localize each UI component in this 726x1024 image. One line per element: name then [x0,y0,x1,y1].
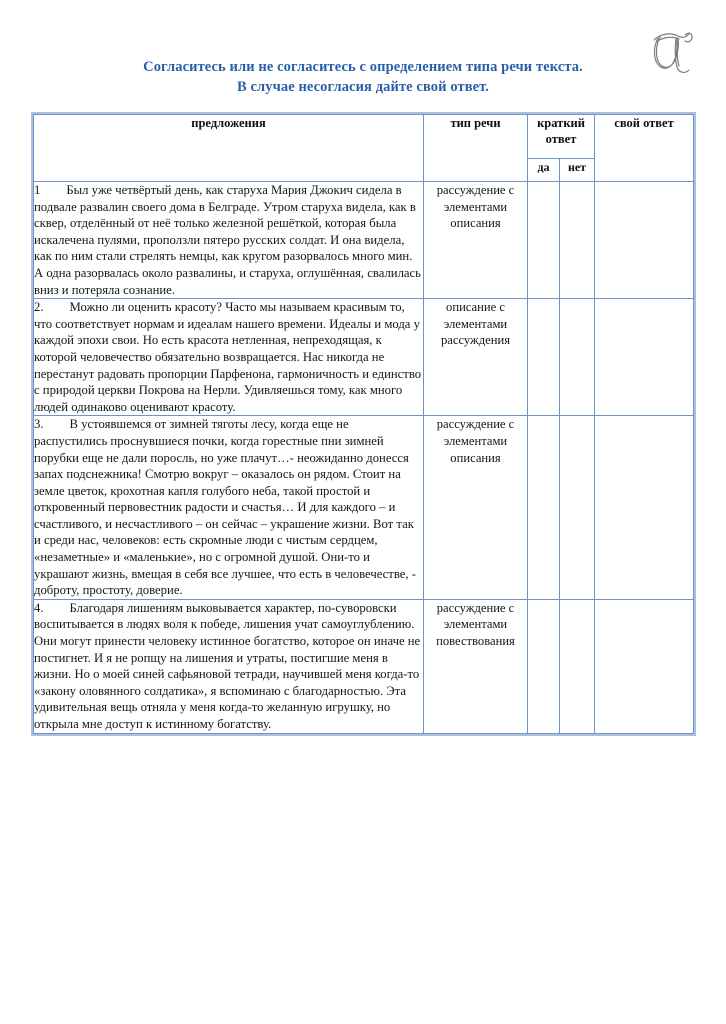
own-answer-cell[interactable] [595,416,694,600]
sentence-cell [34,599,424,733]
short-answer-label-line-2: ответ [545,132,577,146]
answer-no-cell[interactable] [560,182,595,299]
column-header-yes: да [528,159,560,182]
speech-type-cell: рассуждение с элементами повествования [424,599,528,733]
item-text: Можно ли оценить красоту? Часто мы называем красивым то, что соответствует нормам и идеалам нашего времени. Идеалы и мода у каждой эпохи свои. Но есть красота нетленная, непреходящая, к которой человечество обязательно возвращается. Нас никогда не перестанут радовать пропорции Парфенона, гармоничность и единство с природой церкви Покрова на Нерли. Удивляешься тому, как много людей одинаково оценивают красоту. [34,300,422,414]
table-row [34,299,694,416]
item-text: В устоявшемся от зимней тяготы лесу, когда еще не распустились проснувшиеся почки, когда горестные пни зимней порубки еще не дали поросль, но уже плачут…- неожиданно донесся запах подснежника! Смотрю вокруг – оказалось он рядом. Стоит на земле цветок, крохотная капля голубого неба, такой простой и откровенный первовестник радости и счастья… И для каждого – и счастливого, и несчастливого – он сейчас – украшение жизни. Вот так и среди нас, человеков: есть скромные люди с чистым сердцем, «незаметные» и «маленькие», но с огромной душой. Они-то и украшают жизнь, вмещая в себя все лучшее, что есть в человечестве, - доброту, простоту, доверие. [34,417,416,598]
answer-no-cell[interactable] [560,299,595,416]
item-number: 1 [34,183,41,197]
worksheet-table [33,114,694,734]
table-row [34,182,694,299]
page-title [0,57,726,97]
answer-no-cell[interactable] [560,599,595,733]
table-header [34,115,694,182]
answer-yes-cell[interactable] [528,182,560,299]
column-header-no: нет [560,159,595,182]
speech-type-cell: рассуждение с элементами описания [424,182,528,299]
column-header-speech-type: тип речи [424,115,528,182]
table-row [34,416,694,600]
item-number: 4. [34,600,44,615]
sentence-cell [34,416,424,600]
column-header-own-answer: свой ответ [595,115,694,182]
item-number: 3. [34,417,44,432]
page-title-line-2: В случае несогласия дайте свой ответ. [236,79,490,95]
answer-yes-cell[interactable] [528,599,560,733]
own-answer-cell[interactable] [595,182,694,299]
speech-type-cell: описание с элементами рассуждения [424,299,528,416]
table-header-row-main [34,115,694,159]
sentence-cell [34,299,424,416]
short-answer-label-line-1: краткий [537,116,585,130]
own-answer-cell[interactable] [595,299,694,416]
worksheet-table-container [33,114,693,734]
table-row [34,599,694,733]
sentence-cell [34,182,424,299]
column-header-sentences: предложения [34,115,424,182]
table-body [34,182,694,734]
item-number: 2. [34,300,44,315]
answer-yes-cell[interactable] [528,299,560,416]
answer-yes-cell[interactable] [528,416,560,600]
speech-type-cell: рассуждение с элементами описания [424,416,528,600]
answer-no-cell[interactable] [560,416,595,600]
own-answer-cell[interactable] [595,599,694,733]
item-text: Благодаря лишениям выковывается характер, по-суворовски воспитывается в людях воля к победе, лишения учат самоуглублению. Они могут принести человеку истинное богатство, которое он иначе не постигнет. И я не ропщу на лишения и утраты, постигшие меня в жизни. Но о моей синей сафьяновой тетради, научившей меня когда-то «закону оловянного солдатика», я вспоминаю с благодарностью. Эта удивительная вещь отняла у меня когда-то желанную игрушку, но открыла мне доступ к истинному богатству. [34,600,421,731]
item-text: Был уже четвёртый день, как старуха Мария Джокич сидела в подвале развалин своего дома в Белграде. Утром старуха видела, как в сквер, отделённый от неё только железной решёткой, которая была искалечена пулями, проползли пятеро русских солдат. И она видела, как по ним стали стрелять немцы, как кругом разорвалось много мин. А одна разорвалась около развалины, и старуха, оглушённая, свалилась вниз и потеряла сознание. [34,183,421,297]
page-title-line-1: Согласитесь или не согласитесь с определением типа речи текста. [143,59,583,75]
column-header-short-answer [528,115,595,159]
